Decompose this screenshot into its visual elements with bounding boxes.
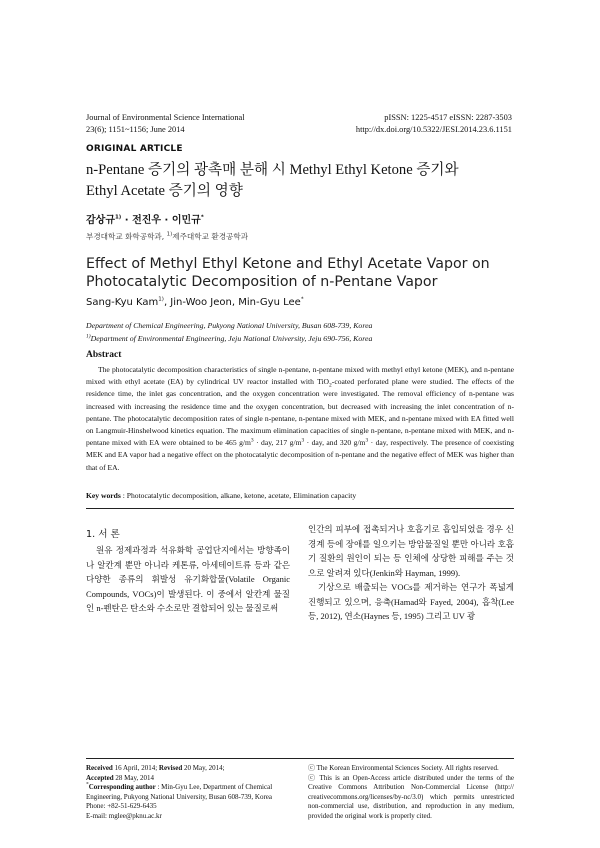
intro-column-2	[308, 522, 514, 624]
keywords	[86, 491, 514, 500]
journal-volume: 23(6); 1151~1156; June 2014	[86, 125, 185, 134]
english-affiliation-2	[86, 333, 526, 344]
intro-col2-para1: 인간의 피부에 접촉되거나 호흡기로 흡입되었을 경우 신경계 등에 장애를 일으키는 방암물질일 뿐만 아니라 호흡기 질환의 원인이 되는 등 인체에 상당한 피해를 주는 것으로 알려져 있다(Jenkin와 Hayman, 1999).	[308, 524, 514, 578]
accepted-line	[86, 774, 296, 784]
copyright-notice: ⓒ The Korean Environmental Sciences Society. All rights reserved.	[308, 764, 499, 772]
dates-line	[86, 764, 296, 774]
revised-date: 20 May, 2014;	[182, 764, 225, 772]
english-author-kam: Sang-Kyu Kam	[86, 297, 159, 308]
article-type: ORIGINAL ARTICLE	[86, 144, 183, 154]
korean-authors-rest: · 전진우 · 이민규	[121, 215, 201, 226]
korean-authors	[86, 211, 204, 226]
footer-left	[86, 764, 296, 822]
email-link[interactable]: E-mail: mglee@pknu.ac.kr	[86, 811, 162, 820]
footer-divider	[86, 758, 514, 759]
issn: pISSN: 1225-4517 eISSN: 2287-3503	[384, 113, 512, 122]
journal-header-left	[86, 112, 245, 136]
received-date: 16 April, 2014;	[112, 764, 159, 772]
intro-column-1: 원유 정제과정과 석유화학 공업단지에서는 방향족이나 알칸계 뿐만 아니라 케톤류, 아세테이트류 등과 같은 다양한 종류의 휘발성 유기화합물(Volatile Organic Compounds, VOCs)이 발생된다. 이 중에서 알칸계 물질인 n-펜탄은 탄소와 수소로만 결합되어 있는 물질로써	[86, 545, 290, 613]
english-aff2-text: Department of Environmental Engineering, Jeju National University, Jeju 690-756, Korea	[90, 334, 373, 343]
abstract-sup-2: 3	[301, 437, 305, 444]
korean-title-line2: Ethyl Acetate 증기의 영향	[86, 183, 243, 199]
license-notice: ⓒ This is an Open-Access article distributed under the terms of the Creative Commons Attribution Non-Commercial License (http:// creativecommons.org/licenses/by-nc/3.0) which permits unrestricted non-commercial use, distribution, and reproduction in any medium, provided the original work is properly cited.	[308, 773, 514, 820]
english-title-line2: Photocatalytic Decomposition of n-Pentane Vapor	[86, 274, 438, 290]
keywords-text: : Photocatalytic decomposition, alkane, ketone, acetate, Elimination capacity	[120, 491, 357, 500]
korean-author-kam: 감상규	[86, 215, 115, 226]
abstract-part-b: -coated perforated plane were studied. The effects of the residence time, the inlet gas concentration, and the oxygen concentration were investigated. The removal efficiency of n-pentane was increased with increasing the residence time and the oxygen concentration, but decreased with increasing the inlet concentration of n-pentane. The photocatalytic decomposition rates of single n-pentane, n-pentane mixed with MEK, and n-pentane mixed with EA fitted well on Langmuir-Hinshelwood kinetics equation. The maximum elimination capacities of single n-pentane, n-pentane mixed with MEK, and n-pentane mixed with EA were obtained to be 465 g/m	[86, 377, 514, 448]
abstract-heading: Abstract	[86, 350, 122, 360]
intro-col2-para2: 기상으로 배출되는 VOCs를 제거하는 연구가 폭넓게 진행되고 있으며, 응축(Hamad와 Fayed, 2004), 흡착(Lee 등, 2012), 연소(Haynes 등, 1995) 그리고 UV 광	[308, 582, 514, 621]
abstract-sup-1: 3	[250, 437, 254, 444]
section-heading: 1. 서 론	[86, 529, 120, 540]
abstract-sup-3: 3	[365, 437, 369, 444]
journal-name: Journal of Environmental Science International	[86, 113, 245, 122]
english-title-line1: Effect of Methyl Ethyl Ketone and Ethyl Acetate Vapor on	[86, 256, 490, 272]
korean-aff-2: 제주대학교 환경공학과	[172, 232, 249, 241]
abstract-sub-2: 2	[329, 382, 332, 389]
korean-title	[86, 160, 526, 202]
abstract-part-a: The photocatalytic decomposition characteristics of single n-pentane, n-pentane mixed with methyl ethyl ketone (MEK), and n-pentane mixed with ethyl acetate (EA) by cylindrical UV reactor installed with TiO	[86, 365, 514, 387]
english-corresponding-mark: *	[300, 296, 304, 303]
footer-right	[308, 764, 514, 822]
corresponding-author	[86, 783, 296, 802]
english-affiliation-1: Department of Chemical Engineering, Pukyong National University, Busan 608-739, Korea	[86, 321, 373, 330]
abstract-text	[86, 364, 514, 474]
corresponding-sup: *	[86, 781, 89, 788]
english-authors	[86, 297, 304, 308]
korean-title-line1: n-Pentane 증기의 광촉매 분해 시 Methyl Ethyl Ketone 증기와	[86, 162, 459, 178]
korean-aff-sup: 1)	[166, 231, 173, 238]
english-aff2-sup: 1)	[86, 333, 91, 340]
received-label: Received	[86, 764, 113, 772]
keywords-label: Key words	[86, 491, 121, 500]
english-author-kam-sup: 1)	[158, 296, 164, 303]
abstract-part-c: · day, 217 g/m	[253, 438, 302, 448]
accepted-label: Accepted	[86, 773, 114, 782]
english-title	[86, 255, 526, 291]
korean-author-kam-sup: 1)	[114, 214, 122, 221]
abstract-part-e: · day, respectively. The presence of coexisting MEK and EA vapor had a negative effect on the photocatalytic decomposition of n-pentane and the negative effect of MEK was higher than that of EA.	[86, 438, 515, 472]
journal-header-right	[356, 112, 512, 136]
korean-aff-1: 부경대학교 화학공학과,	[86, 232, 167, 241]
corresponding-label: Corresponding author	[88, 783, 156, 792]
abstract-part-d: · day, and 320 g/m	[304, 438, 366, 448]
phone: Phone: +82-51-629-6435	[86, 802, 157, 811]
corresponding-mark: *	[200, 214, 204, 221]
accepted-date: 28 May, 2014	[113, 773, 154, 782]
korean-affiliations	[86, 231, 248, 242]
english-authors-rest: , Jin-Woo Jeon, Min-Gyu Lee	[163, 297, 301, 308]
doi-link[interactable]: http://dx.doi.org/10.5322/JESI.2014.23.6.1151	[355, 125, 512, 134]
section-divider	[86, 508, 514, 509]
revised-label: Revised	[158, 764, 183, 772]
corresponding-text: : Min-Gyu Lee, Department of Chemical Engineering, Pukyong National University, Busan 608-739, Korea	[86, 783, 273, 801]
